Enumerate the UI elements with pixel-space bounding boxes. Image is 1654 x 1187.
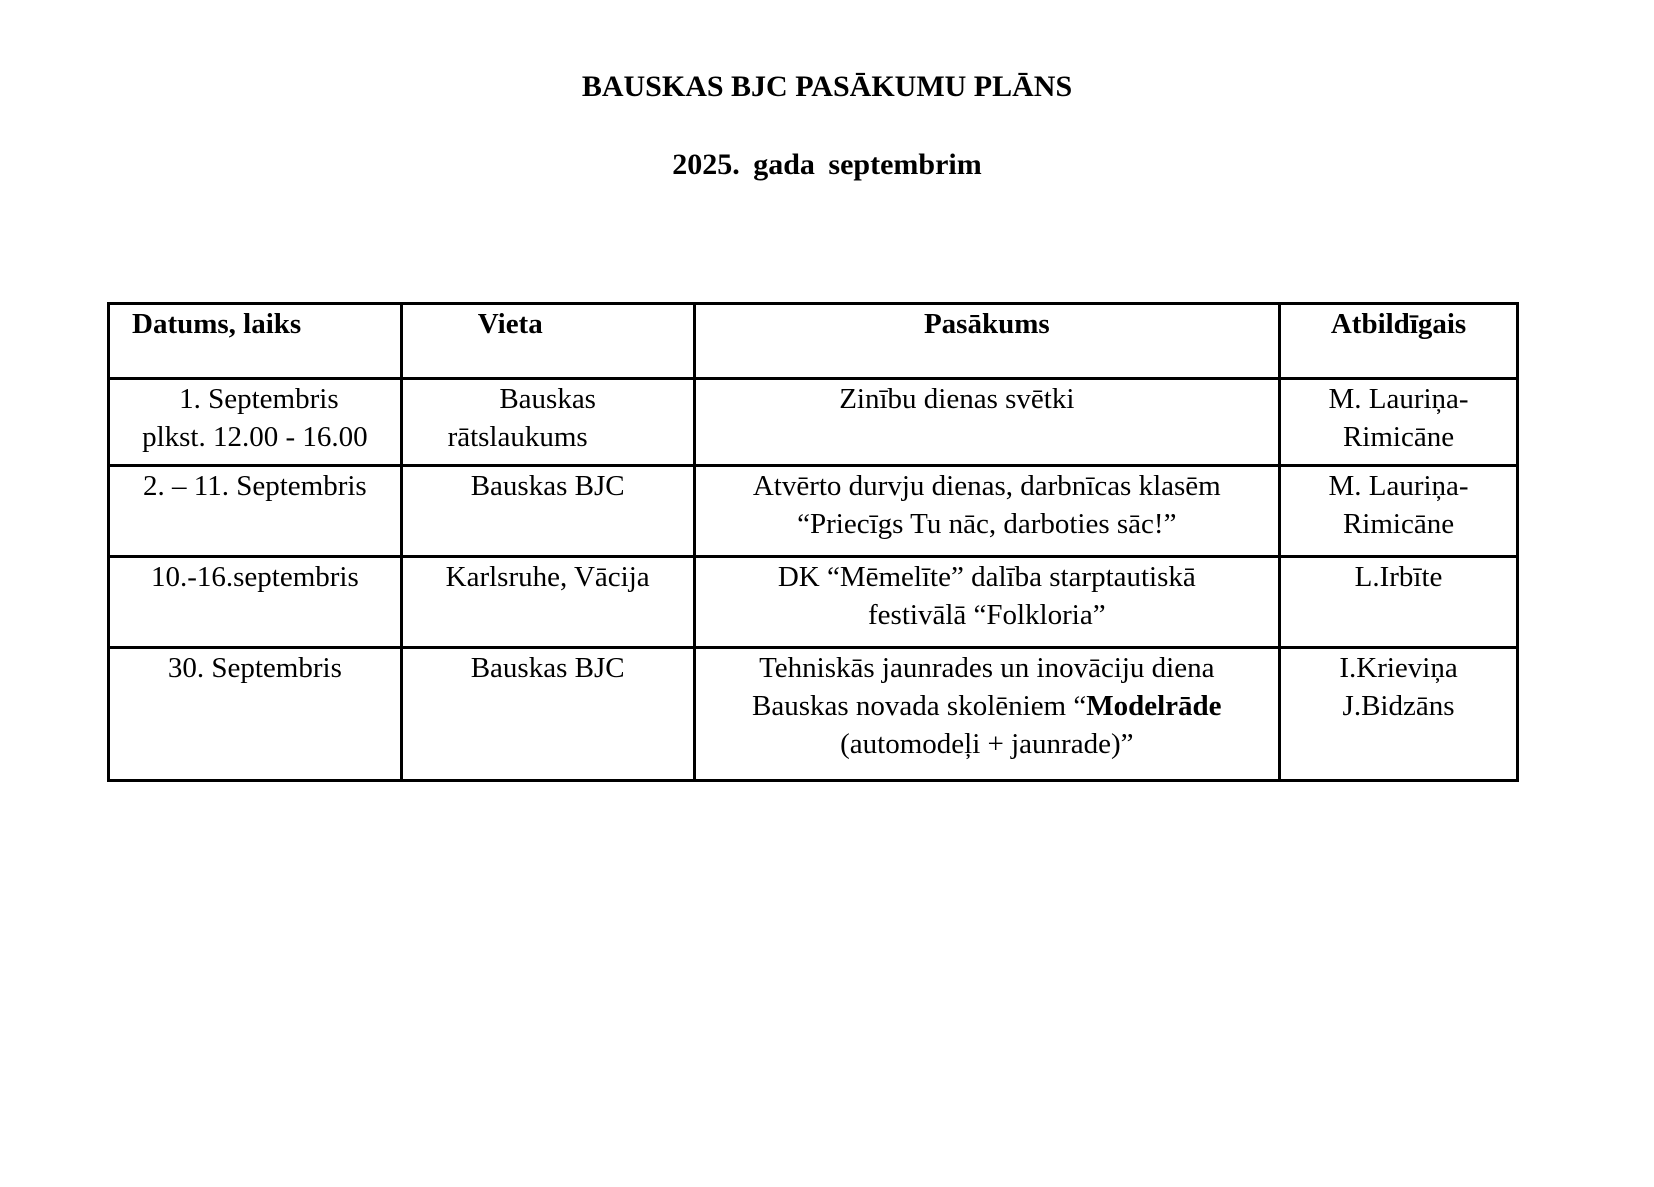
event-highlight: Modelrāde: [1086, 690, 1222, 722]
table-row: [109, 557, 1518, 648]
header-event: Pasākums: [694, 304, 1280, 379]
cell-place: Bauskas BJC: [401, 466, 694, 557]
table-row: [109, 379, 1518, 466]
cell-responsible: M. Lauriņa- Rimicāne: [1280, 466, 1518, 557]
cell-place: Bauskas BJC: [401, 648, 694, 781]
cell-date: 30. Septembris: [109, 648, 402, 781]
header-responsible: Atbildīgais: [1280, 304, 1518, 379]
cell-place: Karlsruhe, Vācija: [401, 557, 694, 648]
document-subtitle: 2025. gada septembrim: [672, 148, 982, 181]
cell-event: Tehniskās jaunrades un inovāciju diena Bauskas novada skolēniem “Modelrāde (automodeļi + jaunrade)”: [694, 648, 1280, 781]
table-row: [109, 648, 1518, 781]
cell-event: DK “Mēmelīte” dalība starptautiskā festivālā “Folkloria”: [694, 557, 1280, 648]
cell-responsible: I.Krieviņa J.Bidzāns: [1280, 648, 1518, 781]
cell-event: Atvērto durvju dienas, darbnīcas klasēm “Priecīgs Tu nāc, darboties sāc!”: [694, 466, 1280, 557]
cell-date: 10.-16.septembris: [109, 557, 402, 648]
table-row: [109, 466, 1518, 557]
table-header-row: [109, 304, 1518, 379]
header-date: Datums, laiks: [109, 304, 402, 379]
cell-date: 1. Septembris plkst. 12.00 - 16.00: [109, 379, 402, 466]
cell-responsible: L.Irbīte: [1280, 557, 1518, 648]
cell-responsible: M. Lauriņa- Rimicāne: [1280, 379, 1518, 466]
events-table: [107, 302, 1519, 782]
header-place: Vieta: [401, 304, 694, 379]
cell-event: Zinību dienas svētki: [694, 379, 1280, 466]
document-title: BAUSKAS BJC PASĀKUMU PLĀNS: [581, 70, 1073, 103]
cell-date: 2. – 11. Septembris: [109, 466, 402, 557]
cell-place: Bauskas rātslaukums: [401, 379, 694, 466]
